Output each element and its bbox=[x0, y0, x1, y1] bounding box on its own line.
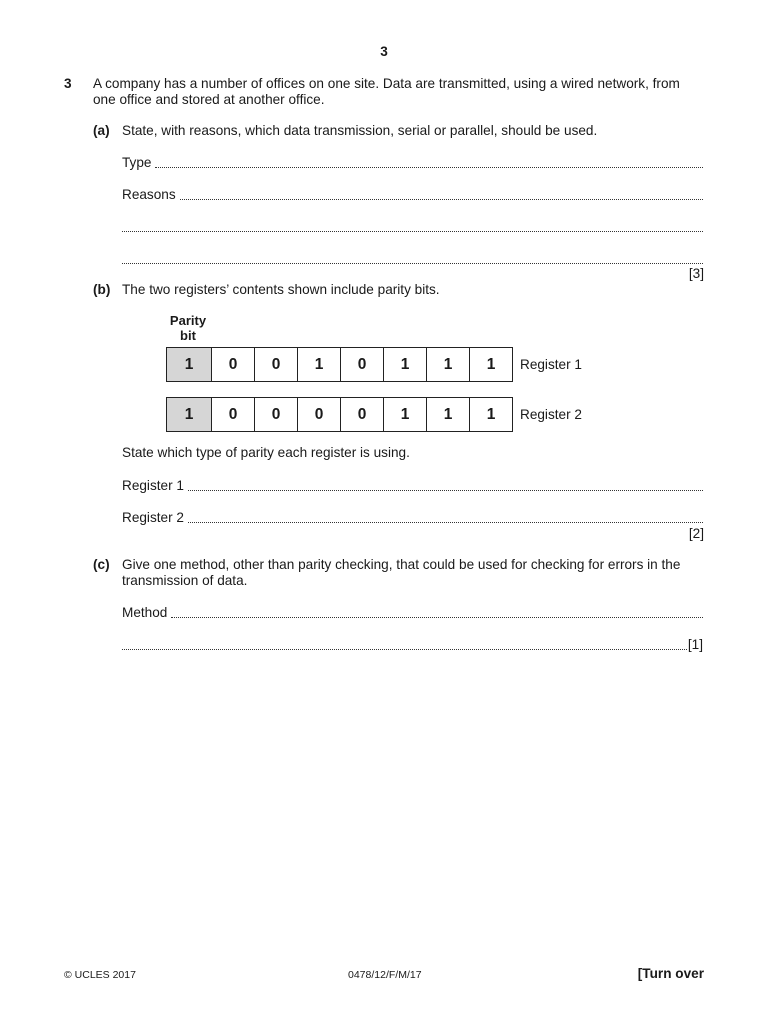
answer-dots bbox=[122, 637, 687, 650]
type-answer-line[interactable] bbox=[122, 153, 703, 170]
register-1-bit: 1 bbox=[297, 348, 340, 381]
part-a-label: (a) bbox=[93, 123, 110, 138]
question-number: 3 bbox=[64, 76, 72, 91]
register-2-bit: 0 bbox=[340, 398, 383, 431]
type-label: Type bbox=[122, 155, 152, 170]
part-b-label: (b) bbox=[93, 282, 111, 297]
register-2-bit: 1 bbox=[469, 398, 512, 431]
answer-dots bbox=[122, 251, 703, 264]
answer-dots bbox=[155, 155, 703, 168]
register-1-bit: 1 bbox=[426, 348, 469, 381]
answer-dots bbox=[188, 478, 703, 491]
reasons-answer-line-3[interactable] bbox=[122, 249, 703, 266]
part-c-text: Give one method, other than parity checking, that could be used for checking for errors in the transmission of data. bbox=[122, 557, 681, 588]
part-c-label: (c) bbox=[93, 557, 110, 572]
answer-dots bbox=[171, 605, 703, 618]
method-label: Method bbox=[122, 605, 168, 620]
turn-over: [Turn over bbox=[637, 966, 704, 981]
register-2-parity-bit: 1 bbox=[167, 398, 211, 431]
register-2-label: Register 2 bbox=[520, 407, 582, 422]
register-2-cells bbox=[166, 397, 513, 432]
reasons-answer-line[interactable] bbox=[122, 185, 703, 202]
register-1-answer-line[interactable] bbox=[122, 476, 703, 493]
register-1-bit: 0 bbox=[211, 348, 254, 381]
part-b-marks: [2] bbox=[688, 526, 704, 541]
register-2-bit: 1 bbox=[426, 398, 469, 431]
register-1 bbox=[166, 347, 582, 382]
part-a-marks: [3] bbox=[688, 266, 704, 281]
page-number: 3 bbox=[380, 44, 388, 59]
reasons-label: Reasons bbox=[122, 187, 176, 202]
register-1-parity-bit: 1 bbox=[167, 348, 211, 381]
parity-heading-line2: bit bbox=[180, 328, 196, 343]
method-answer-line-2[interactable] bbox=[122, 635, 703, 652]
answer-dots bbox=[180, 187, 703, 200]
register-1-label: Register 1 bbox=[520, 357, 582, 372]
part-b-instruction: State which type of parity each register is using. bbox=[122, 445, 410, 460]
answer-dots bbox=[122, 219, 703, 232]
register-1-cells bbox=[166, 347, 513, 382]
register-2 bbox=[166, 397, 582, 432]
part-b-text: The two registers’ contents shown include parity bits. bbox=[122, 282, 440, 297]
register-1-bit: 1 bbox=[469, 348, 512, 381]
register-2-bit: 0 bbox=[254, 398, 297, 431]
method-answer-line[interactable] bbox=[122, 603, 703, 620]
register-2-bit: 0 bbox=[211, 398, 254, 431]
register-1-answer-label: Register 1 bbox=[122, 478, 184, 493]
footer-code: 0478/12/F/M/17 bbox=[348, 969, 422, 981]
question-stem: A company has a number of offices on one site. Data are transmitted, using a wired network, from one office and stored at another office. bbox=[93, 76, 680, 107]
register-1-bit: 1 bbox=[383, 348, 426, 381]
register-2-bit: 1 bbox=[383, 398, 426, 431]
part-a-text: State, with reasons, which data transmission, serial or parallel, should be used. bbox=[122, 123, 598, 138]
part-c-marks: [1] bbox=[687, 637, 703, 652]
register-2-answer-label: Register 2 bbox=[122, 510, 184, 525]
footer-copyright: © UCLES 2017 bbox=[64, 969, 136, 981]
register-2-answer-line[interactable] bbox=[122, 508, 703, 525]
answer-dots bbox=[188, 510, 703, 523]
parity-bit-heading bbox=[160, 313, 216, 343]
register-1-bit: 0 bbox=[340, 348, 383, 381]
parity-heading-line1: Parity bbox=[169, 313, 207, 328]
reasons-answer-line-2[interactable] bbox=[122, 217, 703, 234]
register-1-bit: 0 bbox=[254, 348, 297, 381]
register-2-bit: 0 bbox=[297, 398, 340, 431]
